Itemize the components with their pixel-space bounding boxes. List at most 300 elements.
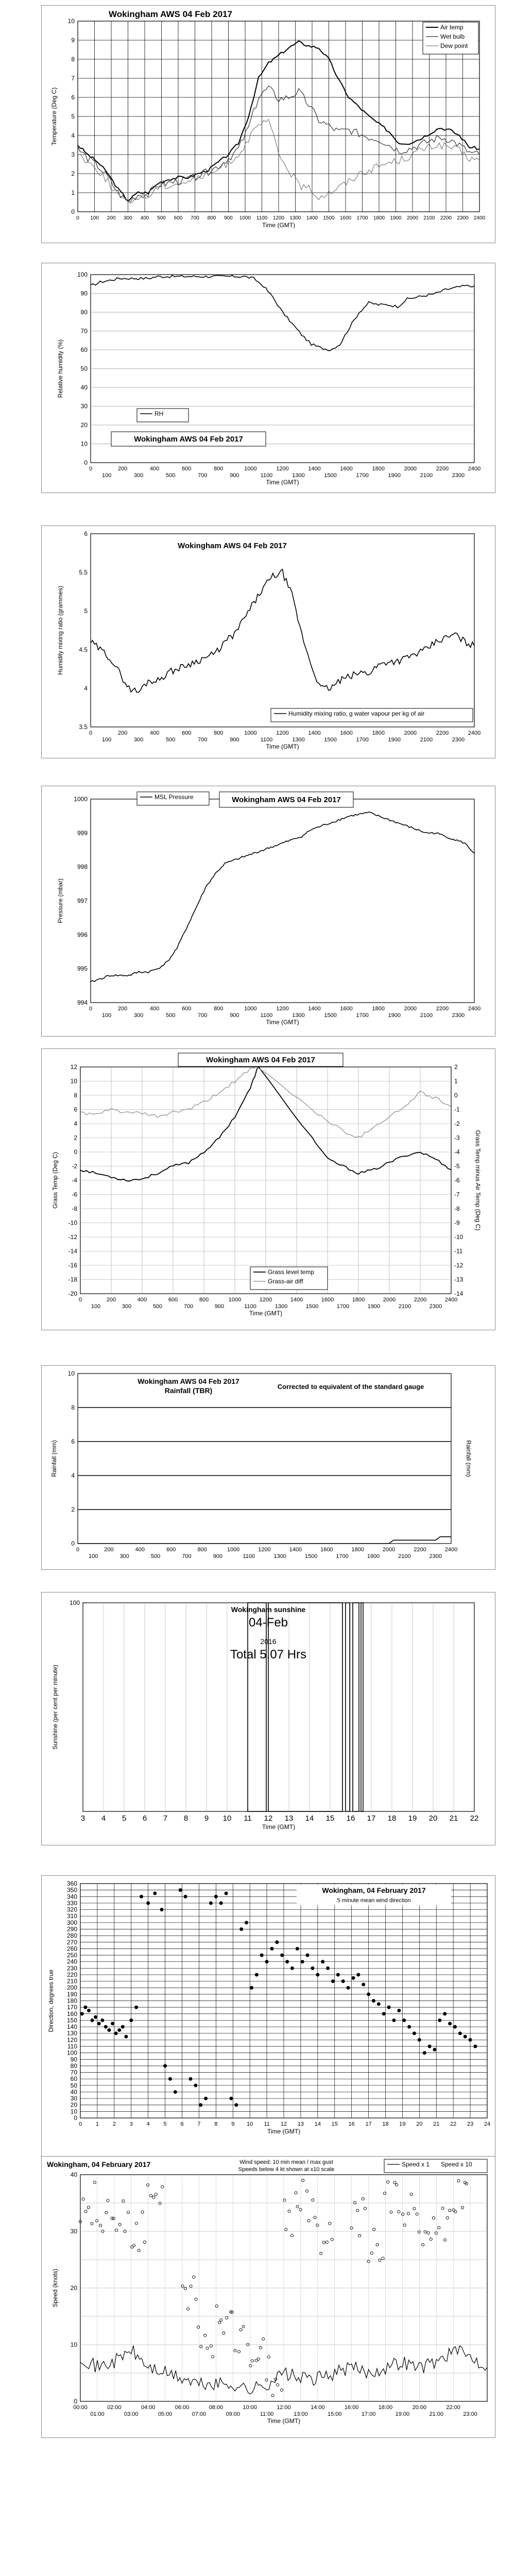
y-tick-label: 4: [71, 132, 75, 139]
y-tick-label: 4: [84, 685, 88, 692]
x-tick-label: 1800: [372, 1006, 385, 1012]
x-tick-label: 1700: [336, 1303, 350, 1310]
x-tick-label: 2400: [444, 1547, 458, 1553]
x-tick-label: 10: [247, 2121, 253, 2127]
scatter-point: [111, 2022, 114, 2025]
scatter-point: [219, 1901, 223, 1905]
x-tick-label: 11: [244, 1814, 252, 1823]
x-tick-label: 1600: [321, 1297, 334, 1303]
x-tick-label: 22:00: [446, 2404, 460, 2411]
x-tick-label: 1100: [260, 737, 273, 743]
x-tick-label: 6: [142, 1814, 147, 1823]
y-tick-label: 2: [71, 170, 75, 177]
y-tick-label: 50: [80, 365, 88, 372]
scatter-point: [107, 2028, 111, 2032]
y-tick-label: 5.5: [79, 569, 88, 576]
y-tick-label: 8: [71, 56, 75, 63]
x-tick-label: 400: [135, 1547, 145, 1553]
y-tick-label: 3: [71, 151, 75, 158]
x-tick-label: 22: [450, 2121, 457, 2127]
x-tick-label: 1: [95, 2121, 99, 2127]
y-axis-label: Direction, degrees true: [47, 1969, 55, 2032]
wind-direction-chart-panel: [41, 1875, 495, 2157]
x-tick-label: 8: [214, 2121, 218, 2127]
x-tick-label: 500: [152, 1303, 163, 1310]
chart-year: 2016: [260, 1637, 277, 1646]
x-tick-label: 400: [149, 1006, 160, 1012]
y-tick-label: 30: [70, 2228, 77, 2235]
y-tick-label: 10: [67, 18, 75, 25]
x-tick-label: 300: [133, 472, 144, 479]
x-tick-label: 03:00: [124, 2411, 139, 2417]
y-tick-label: 240: [66, 1958, 77, 1965]
y-axis-label-right: Grass Temp minus Air Temp (Deg C): [474, 1130, 482, 1231]
x-tick-label: 600: [182, 466, 192, 472]
x-tick-label: 600: [168, 1297, 178, 1303]
y-tick-label: 10: [80, 440, 88, 448]
x-tick-label: 1900: [390, 215, 402, 221]
y-tick-label: 290: [66, 1925, 77, 1933]
scatter-point: [347, 1986, 350, 1990]
x-tick-label: 1400: [308, 1006, 321, 1012]
x-tick-label: 5: [122, 1814, 127, 1823]
y-tick-label-right: -2: [454, 1120, 460, 1127]
legend-label: MSL Pressure: [154, 793, 194, 801]
x-tick-label: 1800: [351, 1547, 364, 1553]
x-tick-label: 16: [348, 2121, 355, 2127]
scatter-point: [413, 2031, 416, 2035]
legend-label: Wet bulb: [440, 33, 465, 40]
x-tick-label: 600: [182, 730, 192, 736]
scatter-point: [265, 1960, 269, 1963]
x-tick-label: 08:00: [209, 2404, 224, 2411]
scatter-point: [356, 1973, 360, 1976]
x-tick-label: 1400: [306, 215, 318, 221]
y-tick-label: -20: [68, 1290, 77, 1297]
scatter-point: [234, 2103, 238, 2107]
scatter-point: [209, 1901, 213, 1905]
x-tick-label: 2300: [457, 215, 469, 221]
x-axis-label: Time (GMT): [266, 479, 299, 486]
x-tick-label: 1200: [258, 1547, 271, 1553]
x-tick-label: 14: [305, 1814, 314, 1823]
y-tick-label: 110: [67, 2042, 77, 2050]
x-tick-label: 2200: [436, 466, 449, 472]
scatter-point: [100, 2019, 104, 2022]
x-tick-label: 1100: [243, 1553, 255, 1560]
y-tick-label: 20: [70, 2284, 77, 2292]
y-tick-label: 9: [71, 37, 75, 44]
x-tick-label: 700: [182, 1553, 192, 1560]
x-tick-label: 1700: [336, 1553, 349, 1560]
chart-title: Wokingham AWS 04 Feb 2017: [178, 541, 287, 550]
scatter-point: [351, 1976, 355, 1980]
y-tick-label: 330: [66, 1899, 77, 1907]
y-tick-label: 100: [77, 271, 88, 278]
x-tick-label: 17: [365, 2121, 372, 2127]
humidity-chart-panel: [41, 263, 495, 493]
scatter-point: [275, 1940, 279, 1944]
x-tick-label: 400: [149, 466, 160, 472]
scatter-point: [377, 2002, 381, 2006]
x-tick-label: 1600: [339, 215, 352, 221]
x-tick-label: 17:00: [361, 2411, 376, 2417]
y-tick-label: 40: [70, 2088, 77, 2096]
scatter-point: [407, 2025, 411, 2029]
x-tick-label: 1800: [373, 215, 385, 221]
x-tick-label: 900: [230, 737, 239, 743]
y-tick-label-right: 0: [454, 1092, 458, 1099]
y-tick-label: 2: [74, 1134, 77, 1142]
y-tick-label: 140: [66, 2023, 77, 2031]
x-tick-label: 1000: [228, 1297, 242, 1303]
scatter-point: [306, 1954, 310, 1957]
x-tick-label: 1300: [289, 215, 301, 221]
y-tick-label: 5: [71, 113, 75, 120]
x-tick-label: 500: [166, 1012, 176, 1019]
x-tick-label: 1100: [260, 1012, 273, 1019]
x-tick-label: 700: [183, 1303, 194, 1310]
legend-label: RH: [154, 410, 164, 417]
y-tick-label-right: -11: [454, 1247, 463, 1255]
x-tick-label: 17: [367, 1814, 376, 1823]
x-tick-label: 1500: [324, 1012, 337, 1019]
scatter-point: [129, 2019, 133, 2022]
y-tick-label: 60: [80, 346, 88, 353]
x-tick-label: 200: [117, 466, 128, 472]
x-tick-label: 00:00: [73, 2404, 88, 2411]
y-tick-label: 320: [66, 1906, 77, 1913]
x-tick-label: 200: [117, 1006, 128, 1012]
x-tick-label: 800: [214, 466, 224, 472]
scatter-point: [97, 2022, 101, 2025]
y-tick-label: -8: [72, 1205, 77, 1212]
x-tick-label: 100: [90, 215, 99, 221]
wind-direction-chart: [42, 1876, 495, 2157]
scatter-point: [270, 1947, 273, 1951]
x-tick-label: 6: [180, 2121, 184, 2127]
y-tick-label: 20: [80, 421, 88, 429]
x-tick-label: 600: [166, 1547, 176, 1553]
scatter-point: [199, 2103, 202, 2107]
x-tick-label: 100: [89, 1553, 98, 1560]
y-tick-label: 210: [66, 1977, 77, 1985]
x-tick-label: 12: [280, 2121, 287, 2127]
scatter-point: [423, 2051, 426, 2055]
scatter-point: [392, 2019, 396, 2022]
scatter-point: [321, 1960, 324, 1963]
y-tick-label: 350: [66, 1886, 77, 1894]
x-tick-label: 01:00: [90, 2411, 105, 2417]
grass-temp-chart: [42, 1049, 495, 1330]
x-tick-label: 2000: [383, 1297, 396, 1303]
chart-title: Wokingham, 04 February 2017: [47, 2160, 151, 2168]
x-tick-label: 1500: [324, 737, 337, 743]
scatter-point: [117, 2028, 121, 2032]
scatter-point: [104, 2025, 108, 2029]
x-tick-label: 2400: [468, 730, 481, 736]
x-tick-label: 1200: [272, 215, 285, 221]
y-tick-label: 170: [66, 2004, 77, 2011]
scatter-point: [204, 2097, 208, 2100]
x-tick-label: 2300: [452, 472, 465, 479]
x-tick-label: 1700: [356, 1012, 369, 1019]
x-tick-label: 18:00: [378, 2404, 393, 2411]
scatter-point: [341, 1979, 345, 1983]
x-tick-label: 2100: [398, 1553, 411, 1560]
x-tick-label: 23:00: [463, 2411, 477, 2417]
x-tick-label: 05:00: [158, 2411, 173, 2417]
scatter-point: [188, 2077, 192, 2081]
scatter-point: [367, 1992, 370, 1996]
y-tick-label-right: -9: [454, 1219, 460, 1227]
x-tick-label: 18: [382, 2121, 389, 2127]
x-axis-label: Time (GMT): [262, 1823, 296, 1831]
x-tick-label: 0: [89, 466, 93, 472]
x-tick-label: 3: [80, 1814, 85, 1823]
x-tick-label: 100: [101, 472, 112, 479]
y-tick-label: 30: [80, 402, 88, 410]
scatter-point: [260, 1954, 264, 1957]
rainfall-chart: [42, 1366, 495, 1569]
y-tick-label: 6: [71, 94, 75, 101]
y-tick-label: 4: [71, 1472, 75, 1479]
plot-area: [83, 1603, 474, 1811]
y-axis-label: Pressure (mbar): [57, 878, 64, 923]
wind-speed-chart-panel: [41, 2156, 495, 2438]
scatter-point: [448, 2022, 452, 2025]
scatter-point: [146, 1901, 150, 1905]
scatter-point: [331, 1979, 335, 1983]
scatter-point: [433, 2048, 436, 2052]
legend-label: Air temp: [440, 24, 464, 31]
y-tick-label: -12: [68, 1233, 77, 1241]
y-tick-label: 40: [70, 2171, 77, 2178]
x-tick-label: 1300: [274, 1303, 288, 1310]
y-tick-label: 0: [74, 2398, 77, 2405]
x-tick-label: 1100: [256, 215, 268, 221]
grass-temp-chart-panel: [41, 1048, 495, 1330]
y-axis-label: Grass Temp (Deg C): [52, 1152, 59, 1209]
y-tick-label: 70: [70, 2069, 77, 2076]
chart-title: Wokingham AWS 04 Feb 2017: [206, 1056, 315, 1064]
x-axis-label: Time (GMT): [266, 743, 299, 750]
y-tick-label: 12: [70, 1063, 77, 1071]
x-tick-label: 2000: [406, 215, 419, 221]
legend-label: Speed x 1: [402, 2161, 430, 2168]
scatter-point: [121, 2025, 125, 2029]
y-tick-label: 360: [66, 1880, 77, 1887]
x-tick-label: 13:00: [294, 2411, 308, 2417]
y-tick-label-right: -8: [454, 1205, 460, 1212]
scatter-point: [163, 2064, 167, 2067]
x-tick-label: 2200: [440, 215, 452, 221]
scatter-point: [382, 2012, 386, 2015]
chart-title: Wokingham AWS 04 Feb 2017: [232, 795, 341, 804]
x-tick-label: 1000: [239, 215, 251, 221]
x-tick-label: 800: [197, 1547, 207, 1553]
scatter-point: [179, 1888, 182, 1892]
x-tick-label: 11:00: [260, 2411, 274, 2417]
x-tick-label: 2100: [420, 1012, 433, 1019]
humidity-chart: [42, 263, 495, 493]
y-tick-label: 50: [70, 2081, 77, 2089]
x-tick-label: 1000: [244, 1006, 257, 1012]
x-tick-label: 2200: [436, 1006, 449, 1012]
sunshine-chart-panel: [41, 1592, 495, 1845]
x-tick-label: 21:00: [429, 2411, 444, 2417]
x-tick-label: 800: [214, 1006, 224, 1012]
x-tick-label: 1700: [356, 472, 369, 479]
y-axis-label: Speed (knots): [52, 2268, 59, 2308]
x-tick-label: 23: [467, 2121, 474, 2127]
x-tick-label: 1100: [260, 472, 273, 479]
x-tick-label: 100: [91, 1303, 101, 1310]
x-tick-label: 2300: [429, 1303, 442, 1310]
x-tick-label: 11: [264, 2121, 270, 2127]
y-tick-label: 1: [71, 189, 75, 196]
x-tick-label: 1500: [304, 1553, 318, 1560]
x-tick-label: 1700: [356, 737, 369, 743]
x-tick-label: 1700: [356, 215, 368, 221]
scatter-point: [438, 2019, 441, 2022]
y-tick-label: 120: [66, 2036, 77, 2044]
y-tick-label: 0: [74, 2114, 77, 2122]
scatter-point: [469, 2038, 472, 2042]
x-axis-label: Time (GMT): [267, 2417, 301, 2425]
scatter-point: [194, 2083, 197, 2087]
plot-area: [78, 1374, 451, 1544]
x-tick-label: 100: [101, 1012, 112, 1019]
scatter-point: [387, 2006, 391, 2009]
y-tick-label-right: -10: [454, 1233, 464, 1241]
y-tick-label: -16: [68, 1262, 77, 1269]
scatter-point: [229, 2097, 233, 2100]
y-tick-label-right: 1: [454, 1077, 458, 1085]
y-tick-label: 150: [66, 2016, 77, 2024]
y-tick-label: 996: [77, 931, 88, 939]
scatter-point: [453, 2025, 457, 2029]
x-tick-label: 2300: [452, 1012, 465, 1019]
x-tick-label: 200: [106, 1297, 116, 1303]
scatter-point: [443, 2012, 447, 2015]
y-tick-label-right: -1: [454, 1106, 460, 1113]
scatter-point: [316, 1973, 319, 1976]
x-tick-label: 1900: [367, 1303, 381, 1310]
x-tick-label: 1900: [367, 1553, 380, 1560]
x-tick-label: 200: [107, 215, 116, 221]
x-tick-label: 900: [214, 1303, 225, 1310]
y-tick-label: 8: [74, 1092, 77, 1099]
x-tick-label: 1200: [259, 1297, 272, 1303]
x-tick-label: 14:00: [311, 2404, 325, 2411]
x-tick-label: 15: [331, 2121, 338, 2127]
y-tick-label: 40: [80, 384, 88, 391]
x-tick-label: 900: [230, 1012, 239, 1019]
pressure-chart-panel: [41, 786, 495, 1037]
y-tick-label: 100: [66, 2049, 77, 2057]
x-tick-label: 500: [166, 737, 176, 743]
x-tick-label: 0: [89, 1006, 93, 1012]
x-tick-label: 1600: [340, 466, 353, 472]
x-tick-label: 700: [191, 215, 199, 221]
x-tick-label: 1800: [372, 466, 385, 472]
y-tick-label: 160: [66, 2010, 77, 2018]
y-tick-label: 340: [66, 1893, 77, 1901]
y-tick-label: -14: [68, 1247, 77, 1255]
x-tick-label: 200: [104, 1547, 114, 1553]
x-tick-label: 2400: [444, 1297, 458, 1303]
x-tick-label: 2200: [436, 730, 449, 736]
x-tick-label: 7: [197, 2121, 201, 2127]
x-tick-label: 4: [101, 1814, 106, 1823]
y-axis-label: Temperature (Deg C): [50, 87, 58, 146]
x-tick-label: 07:00: [192, 2411, 207, 2417]
y-tick-label: 90: [70, 2056, 77, 2063]
x-tick-label: 24: [484, 2121, 491, 2127]
y-tick-label-right: -13: [454, 1276, 464, 1283]
y-tick-label: 80: [80, 309, 88, 316]
x-tick-label: 0: [78, 2121, 82, 2127]
scatter-point: [296, 1947, 299, 1951]
y-tick-label: 60: [70, 2075, 77, 2083]
x-tick-label: 1300: [292, 737, 305, 743]
x-tick-label: 2000: [382, 1547, 396, 1553]
y-tick-label: 100: [69, 1599, 80, 1606]
scatter-point: [80, 2012, 84, 2015]
x-tick-label: 4: [146, 2121, 150, 2127]
chart-subtitle: Speeds below 4 kt shown at x10 scale: [238, 2166, 335, 2173]
x-tick-label: 7: [163, 1814, 168, 1823]
x-tick-label: 10: [222, 1814, 232, 1823]
x-tick-label: 900: [230, 472, 239, 479]
chart-subtitle: Wind speed: 10 min mean / max gust: [239, 2159, 333, 2165]
x-tick-label: 12: [264, 1814, 273, 1823]
y-tick-label: 90: [80, 290, 88, 297]
x-tick-label: 1600: [340, 730, 353, 736]
scatter-point: [124, 2035, 128, 2039]
y-tick-label: 4.5: [79, 646, 88, 653]
y-tick-label: 20: [70, 2101, 77, 2109]
scatter-point: [311, 1967, 314, 1970]
x-tick-label: 1900: [388, 472, 401, 479]
scatter-point: [402, 2019, 406, 2022]
x-tick-label: 3: [129, 2121, 133, 2127]
wind-speed-chart: [42, 2157, 495, 2437]
x-tick-label: 700: [198, 1012, 208, 1019]
legend-label: Grass-air diff: [268, 1278, 303, 1285]
scatter-point: [255, 1973, 259, 1976]
x-tick-label: 900: [213, 1553, 223, 1560]
x-tick-label: 1900: [388, 737, 401, 743]
x-tick-label: 9: [231, 2121, 235, 2127]
x-tick-label: 06:00: [175, 2404, 190, 2411]
y-tick-label: 80: [70, 2062, 77, 2070]
y-tick-label: 994: [77, 999, 88, 1006]
scatter-point: [473, 2044, 477, 2048]
scatter-point: [94, 2015, 97, 2019]
y-tick-label: 280: [66, 1932, 77, 1940]
plot-area: [91, 534, 474, 727]
y-tick-label: 10: [67, 1370, 75, 1377]
x-tick-label: 400: [149, 730, 160, 736]
y-tick-label-right: -12: [454, 1262, 464, 1269]
scatter-point: [114, 2031, 118, 2035]
chart-subtitle: 5 minute mean wind direction: [337, 1897, 411, 1904]
y-tick-label: 130: [66, 2029, 77, 2037]
y-tick-label: 10: [70, 2108, 77, 2115]
scatter-point: [250, 1986, 253, 1990]
